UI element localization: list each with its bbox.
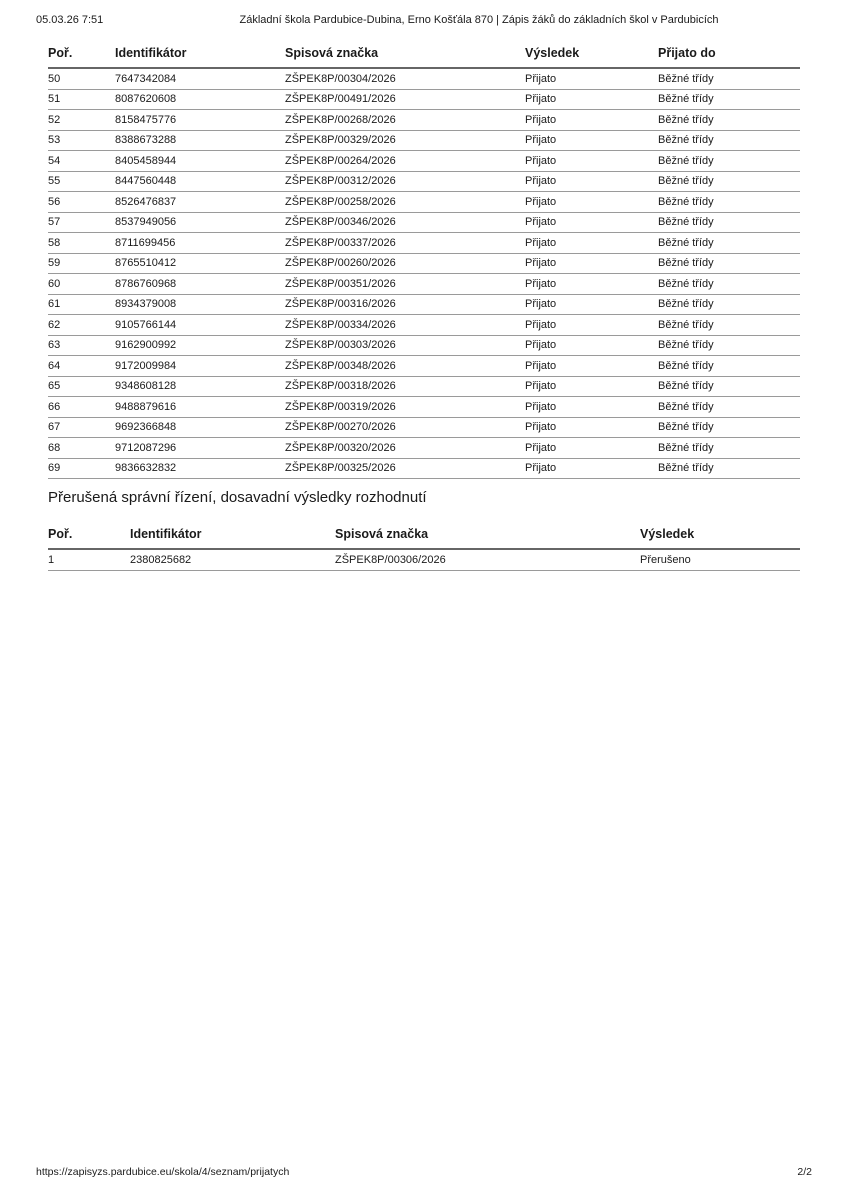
table-row <box>48 274 800 295</box>
table-cell: Přijato <box>525 438 658 459</box>
table-cell: Přijato <box>525 110 658 131</box>
table-row <box>48 68 800 89</box>
table-row <box>48 171 800 192</box>
table-cell: ZŠPEK8P/00312/2026 <box>285 171 525 192</box>
table-cell: 63 <box>48 335 115 356</box>
table-cell: ZŠPEK8P/00348/2026 <box>285 356 525 377</box>
page-number: 2/2 <box>797 1166 812 1178</box>
table-cell: Přijato <box>525 356 658 377</box>
table-cell: 8158475776 <box>115 110 285 131</box>
suspended-section-heading: Přerušená správní řízení, dosavadní výsledky rozhodnutí <box>48 489 427 506</box>
table-cell: 53 <box>48 130 115 151</box>
table-row <box>48 253 800 274</box>
table-cell: Běžné třídy <box>658 192 800 213</box>
table-cell: 61 <box>48 294 115 315</box>
table-cell: ZŠPEK8P/00304/2026 <box>285 68 525 89</box>
table-cell: Přijato <box>525 171 658 192</box>
table-row <box>48 294 800 315</box>
table-row <box>48 233 800 254</box>
table-cell: 55 <box>48 171 115 192</box>
table-cell: ZŠPEK8P/00264/2026 <box>285 151 525 172</box>
table-cell: Běžné třídy <box>658 233 800 254</box>
table-cell: Běžné třídy <box>658 212 800 233</box>
column-header: Poř. <box>48 43 115 68</box>
column-header: Spisová značka <box>335 524 640 549</box>
table-cell: 8711699456 <box>115 233 285 254</box>
table-cell: 60 <box>48 274 115 295</box>
table-cell: Přijato <box>525 233 658 254</box>
table-cell: 9105766144 <box>115 315 285 336</box>
table-cell: 51 <box>48 89 115 110</box>
table-cell: 8786760968 <box>115 274 285 295</box>
table-cell: Přijato <box>525 376 658 397</box>
table-cell: 8537949056 <box>115 212 285 233</box>
spacer <box>48 507 800 524</box>
table-cell: 8405458944 <box>115 151 285 172</box>
table-cell: ZŠPEK8P/00491/2026 <box>285 89 525 110</box>
table-cell: ZŠPEK8P/00258/2026 <box>285 192 525 213</box>
table-cell: 67 <box>48 417 115 438</box>
table-row <box>48 192 800 213</box>
table-cell: Běžné třídy <box>658 151 800 172</box>
source-url: https://zapisyzs.pardubice.eu/skola/4/seznam/prijatych <box>36 1166 290 1178</box>
page-header <box>0 0 848 27</box>
table-row <box>48 356 800 377</box>
table-cell: 8526476837 <box>115 192 285 213</box>
table-cell: ZŠPEK8P/00306/2026 <box>335 549 640 570</box>
table-cell: Běžné třídy <box>658 130 800 151</box>
header-row <box>48 43 800 68</box>
header-row <box>48 524 800 549</box>
table-cell: 1 <box>48 549 130 570</box>
admitted-table-body <box>48 68 800 479</box>
table-cell: ZŠPEK8P/00334/2026 <box>285 315 525 336</box>
table-cell: Běžné třídy <box>658 253 800 274</box>
admitted-table-head <box>48 43 800 68</box>
table-cell: Přerušeno <box>640 549 800 570</box>
table-cell: Přijato <box>525 89 658 110</box>
table-cell: ZŠPEK8P/00320/2026 <box>285 438 525 459</box>
table-cell: ZŠPEK8P/00270/2026 <box>285 417 525 438</box>
table-cell: 7647342084 <box>115 68 285 89</box>
table-cell: 8447560448 <box>115 171 285 192</box>
table-cell: 58 <box>48 233 115 254</box>
table-cell: Přijato <box>525 335 658 356</box>
table-cell: Běžné třídy <box>658 171 800 192</box>
table-cell: Běžné třídy <box>658 294 800 315</box>
table-cell: 57 <box>48 212 115 233</box>
table-cell: 9348608128 <box>115 376 285 397</box>
table-cell: Přijato <box>525 130 658 151</box>
table-row <box>48 315 800 336</box>
table-cell: Běžné třídy <box>658 397 800 418</box>
table-row <box>48 89 800 110</box>
column-header: Výsledek <box>525 43 658 68</box>
table-row <box>48 376 800 397</box>
table-cell: Přijato <box>525 458 658 479</box>
table-cell: 9692366848 <box>115 417 285 438</box>
table-cell: 9836632832 <box>115 458 285 479</box>
table-row <box>48 130 800 151</box>
table-cell: 66 <box>48 397 115 418</box>
table-cell: ZŠPEK8P/00318/2026 <box>285 376 525 397</box>
document-title: Základní škola Pardubice-Dubina, Erno Košťála 870 | Zápis žáků do základních škol v Pardubicích <box>239 14 719 26</box>
table-cell: ZŠPEK8P/00260/2026 <box>285 253 525 274</box>
table-cell: Přijato <box>525 151 658 172</box>
table-cell: Běžné třídy <box>658 68 800 89</box>
suspended-table-body <box>48 549 800 570</box>
table-row <box>48 212 800 233</box>
table-cell: ZŠPEK8P/00329/2026 <box>285 130 525 151</box>
table-cell: Běžné třídy <box>658 335 800 356</box>
table-cell: Běžné třídy <box>658 274 800 295</box>
table-cell: 8934379008 <box>115 294 285 315</box>
table-cell: Přijato <box>525 397 658 418</box>
table-cell: ZŠPEK8P/00319/2026 <box>285 397 525 418</box>
table-cell: 8388673288 <box>115 130 285 151</box>
table-cell: 69 <box>48 458 115 479</box>
table-cell: Běžné třídy <box>658 315 800 336</box>
table-cell: Přijato <box>525 68 658 89</box>
table-cell: Přijato <box>525 294 658 315</box>
column-header: Přijato do <box>658 43 800 68</box>
table-cell: 54 <box>48 151 115 172</box>
table-cell: Běžné třídy <box>658 438 800 459</box>
admitted-students-table <box>48 43 800 479</box>
table-cell: ZŠPEK8P/00351/2026 <box>285 274 525 295</box>
page-footer <box>36 1166 812 1178</box>
table-row <box>48 397 800 418</box>
table-cell: 65 <box>48 376 115 397</box>
suspended-proceedings-table <box>48 524 800 571</box>
table-cell: 8765510412 <box>115 253 285 274</box>
table-cell: 9162900992 <box>115 335 285 356</box>
table-cell: Běžné třídy <box>658 417 800 438</box>
table-cell: 9712087296 <box>115 438 285 459</box>
column-header: Výsledek <box>640 524 800 549</box>
table-cell: 50 <box>48 68 115 89</box>
table-cell: Přijato <box>525 212 658 233</box>
table-cell: 56 <box>48 192 115 213</box>
table-cell: ZŠPEK8P/00337/2026 <box>285 233 525 254</box>
table-cell: Běžné třídy <box>658 356 800 377</box>
table-row <box>48 438 800 459</box>
print-datetime: 05.03.26 7:51 <box>36 14 104 26</box>
table-cell: ZŠPEK8P/00346/2026 <box>285 212 525 233</box>
table-cell: Běžné třídy <box>658 376 800 397</box>
table-cell: Běžné třídy <box>658 89 800 110</box>
table-cell: ZŠPEK8P/00325/2026 <box>285 458 525 479</box>
table-cell: Přijato <box>525 315 658 336</box>
table-cell: 68 <box>48 438 115 459</box>
table-cell: Přijato <box>525 274 658 295</box>
table-cell: 62 <box>48 315 115 336</box>
table-cell: Běžné třídy <box>658 458 800 479</box>
table-cell: Přijato <box>525 417 658 438</box>
table-row <box>48 417 800 438</box>
table-cell: 2380825682 <box>130 549 335 570</box>
column-header: Identifikátor <box>130 524 335 549</box>
table-row <box>48 549 800 570</box>
table-row <box>48 110 800 131</box>
table-cell: 52 <box>48 110 115 131</box>
table-row <box>48 151 800 172</box>
table-cell: Běžné třídy <box>658 110 800 131</box>
page-content <box>48 43 800 571</box>
column-header: Identifikátor <box>115 43 285 68</box>
table-cell: 59 <box>48 253 115 274</box>
table-cell: 8087620608 <box>115 89 285 110</box>
table-row <box>48 458 800 479</box>
suspended-table-head <box>48 524 800 549</box>
table-row <box>48 335 800 356</box>
column-header: Spisová značka <box>285 43 525 68</box>
table-cell: 9488879616 <box>115 397 285 418</box>
table-cell: Přijato <box>525 192 658 213</box>
table-cell: 64 <box>48 356 115 377</box>
column-header: Poř. <box>48 524 130 549</box>
table-cell: ZŠPEK8P/00316/2026 <box>285 294 525 315</box>
table-cell: ZŠPEK8P/00268/2026 <box>285 110 525 131</box>
table-cell: Přijato <box>525 253 658 274</box>
table-cell: 9172009984 <box>115 356 285 377</box>
table-cell: ZŠPEK8P/00303/2026 <box>285 335 525 356</box>
